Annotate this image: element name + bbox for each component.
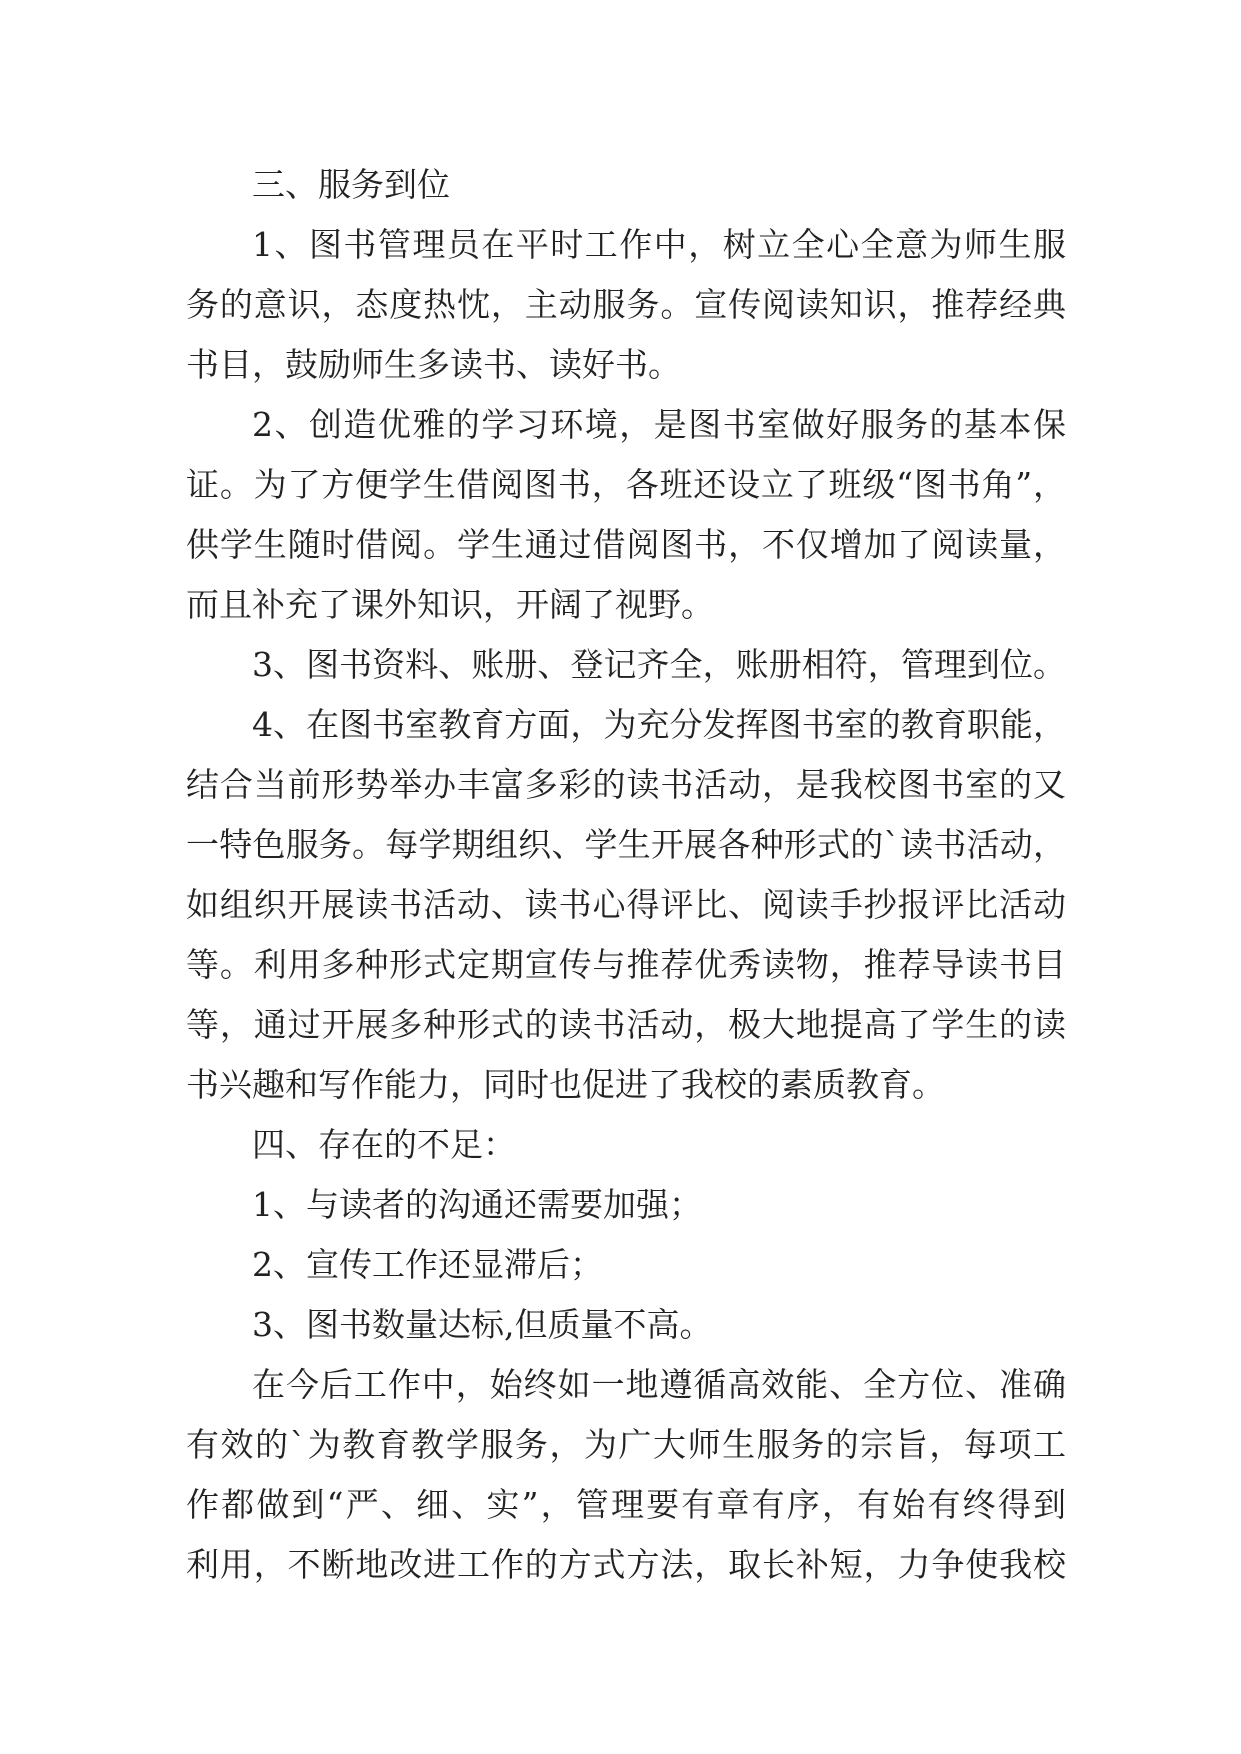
paragraph-line: 书兴趣和写作能力，同时也促进了我校的素质教育。 xyxy=(186,1065,945,1104)
paragraph-line: 在今后工作中，始终如一地遵循高效能、全方位、准确 xyxy=(252,1365,1066,1404)
paragraph-item-1 xyxy=(186,215,1066,395)
paragraph-line: 2、创造优雅的学习环境，是图书室做好服务的基本保 xyxy=(252,405,1066,444)
shortcoming-item-2: 2、宣传工作还显滞后； xyxy=(252,1245,603,1284)
paragraph-line: 4、在图书室教育方面，为充分发挥图书室的教育职能， xyxy=(252,705,1066,744)
paragraph-item-4 xyxy=(186,695,1066,1115)
paragraph-line: 等。利用多种形式定期宣传与推荐优秀读物，推荐导读书目 xyxy=(186,945,1066,984)
paragraph-line: 而且补充了课外知识，开阔了视野。 xyxy=(186,585,714,624)
document-body xyxy=(186,155,1066,1595)
paragraph-line: 1、图书管理员在平时工作中，树立全心全意为师生服 xyxy=(252,225,1066,264)
paragraph-line: 一特色服务。每学期组织、学生开展各种形式的`读书活动， xyxy=(186,825,1066,864)
paragraph-line: 务的意识，态度热忱，主动服务。宣传阅读知识，推荐经典 xyxy=(186,285,1066,324)
paragraph-line: 如组织开展读书活动、读书心得评比、阅读手抄报评比活动 xyxy=(186,885,1066,924)
paragraph-line: 有效的`为教育教学服务，为广大师生服务的宗旨，每项工 xyxy=(186,1425,1066,1464)
paragraph-line: 3、图书资料、账册、登记齐全，账册相符，管理到位。 xyxy=(252,645,1066,684)
shortcoming-item-1: 1、与读者的沟通还需要加强； xyxy=(252,1185,702,1224)
paragraph-line: 供学生随时借阅。学生通过借阅图书，不仅增加了阅读量， xyxy=(186,525,1066,564)
paragraph-closing xyxy=(186,1355,1066,1595)
shortcoming-item-3: 3、图书数量达标,但质量不高。 xyxy=(252,1305,713,1344)
paragraph-line: 等，通过开展多种形式的读书活动，极大地提高了学生的读 xyxy=(186,1005,1066,1044)
section-heading-service: 三、服务到位 xyxy=(252,165,450,204)
paragraph-item-2 xyxy=(186,395,1066,635)
paragraph-line: 证。为了方便学生借阅图书，各班还设立了班级“图书角”， xyxy=(186,465,1066,504)
paragraph-line: 作都做到“严、细、实”，管理要有章有序，有始有终得到 xyxy=(186,1485,1066,1524)
paragraph-line: 结合当前形势举办丰富多彩的读书活动，是我校图书室的又 xyxy=(186,765,1066,804)
paragraph-line: 利用，不断地改进工作的方式方法，取长补短，力争使我校 xyxy=(186,1545,1066,1584)
paragraph-line: 书目，鼓励师生多读书、读好书。 xyxy=(186,345,681,384)
section-heading-shortcomings: 四、存在的不足： xyxy=(252,1125,516,1164)
paragraph-item-3 xyxy=(186,635,1066,695)
